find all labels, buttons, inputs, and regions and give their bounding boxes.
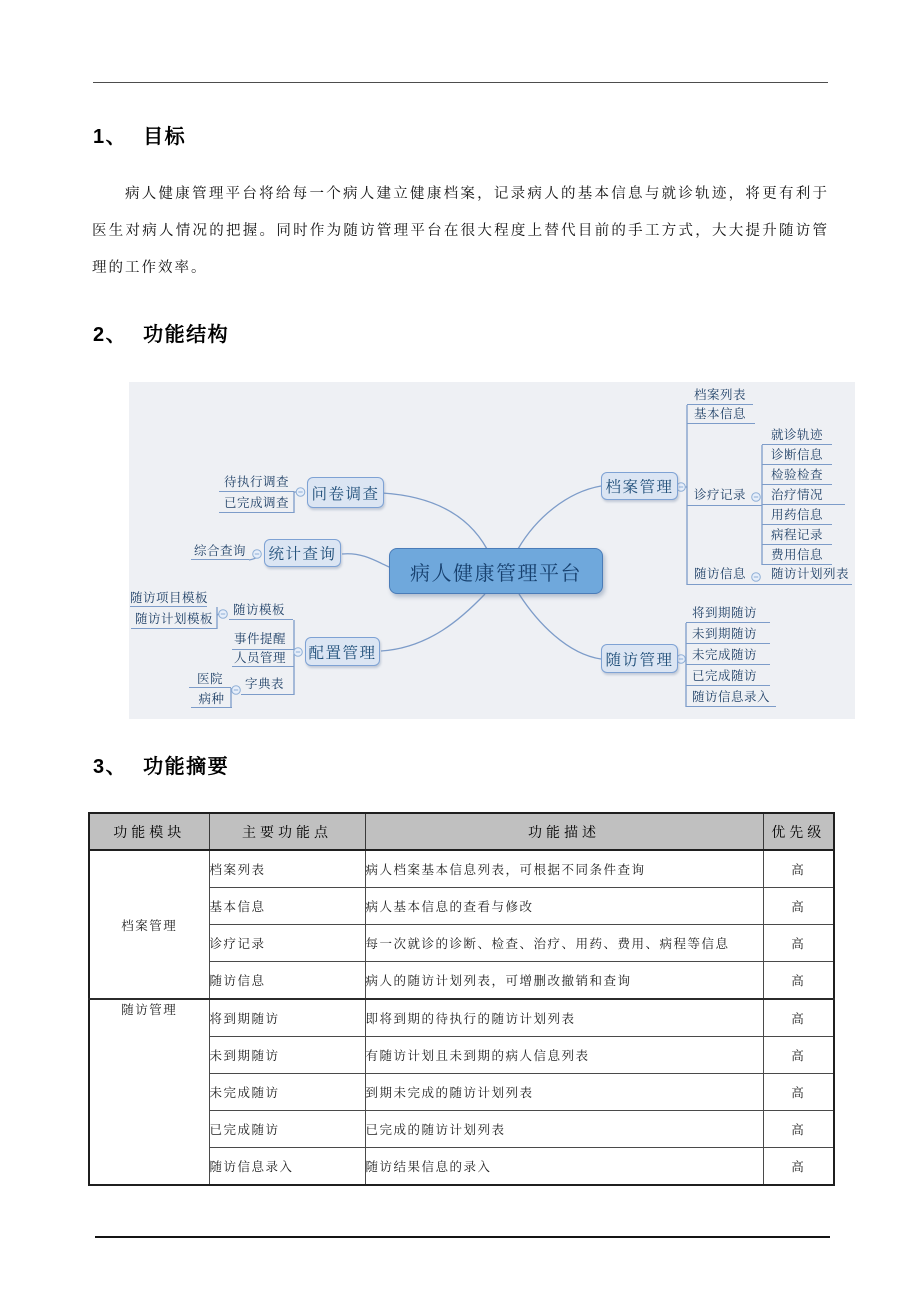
priority-cell: 高 — [763, 925, 834, 962]
col-header-desc: 功能描述 — [365, 813, 763, 850]
mindmap-node-hospital: 医院 — [189, 672, 231, 688]
mindmap-node-config: 配置管理 — [305, 637, 380, 666]
intro-paragraph: 病人健康管理平台将给每一个病人建立健康档案，记录病人的基本信息与就诊轨迹，将更有利于医生对病人情况的把握。同时作为随访管理平台在很大程度上替代目前的手工方式，大大提升随访管理的工作效率。 — [92, 186, 829, 276]
mindmap-node-followup-entry: 随访信息录入 — [686, 690, 776, 707]
mindmap-root-node: 病人健康管理平台 — [389, 548, 603, 594]
mindmap-node-due-soon: 将到期随访 — [686, 606, 770, 623]
desc-cell: 病人档案基本信息列表，可根据不同条件查询 — [365, 850, 763, 888]
mindmap-node-unfinished: 未完成随访 — [686, 648, 770, 665]
point-cell: 随访信息 — [209, 962, 365, 1000]
table-row — [89, 850, 834, 888]
curve-root-survey — [382, 493, 487, 549]
heading-3 — [93, 750, 229, 779]
desc-cell: 即将到期的待执行的随访计划列表 — [365, 999, 763, 1037]
point-cell: 基本信息 — [209, 888, 365, 925]
point-cell: 将到期随访 — [209, 999, 365, 1037]
mindmap-node-event-reminder: 事件提醒 — [232, 632, 294, 650]
heading-1-number: 1、 — [93, 126, 128, 148]
heading-3-title: 功能摘要 — [143, 756, 230, 778]
desc-cell: 随访结果信息的录入 — [365, 1148, 763, 1186]
col-header-module: 功能模块 — [89, 813, 209, 850]
mindmap-node-dictionary: 字典表 — [241, 677, 294, 695]
point-cell: 随访信息录入 — [209, 1148, 365, 1186]
mindmap-node-followup-plan-list: 随访计划列表 — [762, 567, 852, 585]
mindmap-node-finished-survey: 已完成调查 — [219, 496, 294, 513]
mindmap-node-course-record: 病程记录 — [762, 528, 832, 545]
heading-2-number: 2、 — [93, 324, 128, 346]
mindmap-node-staff-management: 人员管理 — [232, 651, 294, 667]
mindmap-node-archive: 档案管理 — [601, 472, 678, 500]
table-row — [89, 999, 834, 1037]
mindmap-node-treatment-record: 诊疗记录 — [687, 488, 762, 506]
priority-cell: 高 — [763, 888, 834, 925]
curve-root-stats — [342, 554, 391, 568]
header-rule — [93, 82, 828, 83]
footer-rule — [95, 1236, 830, 1238]
mindmap-node-followup-plan-template: 随访计划模板 — [131, 612, 217, 629]
curve-root-archive — [518, 486, 601, 549]
priority-cell: 高 — [763, 1148, 834, 1186]
curve-root-followup — [519, 594, 601, 659]
point-cell: 未到期随访 — [209, 1037, 365, 1074]
module-cell-archive: 档案管理 — [89, 850, 209, 999]
priority-cell: 高 — [763, 962, 834, 1000]
desc-cell: 有随访计划且未到期的病人信息列表 — [365, 1037, 763, 1074]
table-header-row — [89, 813, 834, 850]
heading-2 — [93, 318, 229, 347]
mindmap-node-visit-track: 就诊轨迹 — [762, 428, 832, 445]
desc-cell: 到期未完成的随访计划列表 — [365, 1074, 763, 1111]
module-cell-followup: 随访管理 — [89, 999, 209, 1185]
col-header-point: 主要功能点 — [209, 813, 365, 850]
mindmap-node-followup: 随访管理 — [601, 644, 678, 673]
heading-1 — [93, 120, 186, 149]
mindmap-node-followup-template: 随访模板 — [229, 603, 293, 620]
desc-cell: 每一次就诊的诊断、检查、治疗、用药、费用、病程等信息 — [365, 925, 763, 962]
priority-cell: 高 — [763, 999, 834, 1037]
priority-cell: 高 — [763, 1037, 834, 1074]
mindmap-node-disease: 病种 — [191, 692, 232, 708]
mindmap-node-not-due: 未到期随访 — [686, 627, 770, 644]
mindmap-node-basic-info: 基本信息 — [687, 407, 755, 424]
mindmap-node-pending-survey: 待执行调查 — [219, 475, 294, 492]
mindmap-node-treatment-status: 治疗情况 — [762, 488, 845, 505]
mindmap-node-archive-list: 档案列表 — [687, 388, 753, 405]
point-cell: 诊疗记录 — [209, 925, 365, 962]
desc-cell: 已完成的随访计划列表 — [365, 1111, 763, 1148]
point-cell: 档案列表 — [209, 850, 365, 888]
mindmap-node-medication-info: 用药信息 — [762, 508, 832, 525]
priority-cell: 高 — [763, 1111, 834, 1148]
heading-1-title: 目标 — [143, 126, 187, 148]
mindmap-node-diagnosis-info: 诊断信息 — [762, 448, 832, 465]
point-cell: 已完成随访 — [209, 1111, 365, 1148]
mindmap-node-lab-check: 检验检查 — [762, 468, 832, 485]
col-header-priority: 优先级 — [763, 813, 834, 850]
function-structure-mindmap — [129, 382, 855, 719]
desc-cell: 病人基本信息的查看与修改 — [365, 888, 763, 925]
priority-cell: 高 — [763, 1074, 834, 1111]
desc-cell: 病人的随访计划列表，可增删改撤销和查询 — [365, 962, 763, 1000]
priority-cell: 高 — [763, 850, 834, 888]
mindmap-node-finished: 已完成随访 — [686, 669, 770, 686]
mindmap-node-survey: 问卷调查 — [307, 477, 384, 508]
mindmap-node-stats: 统计查询 — [264, 539, 341, 567]
function-summary-table — [88, 812, 835, 1186]
heading-2-title: 功能结构 — [143, 324, 230, 346]
mindmap-node-followup-info: 随访信息 — [687, 567, 762, 585]
heading-3-number: 3、 — [93, 756, 128, 778]
curve-root-config — [381, 594, 485, 651]
point-cell: 未完成随访 — [209, 1074, 365, 1111]
mindmap-node-cost-info: 费用信息 — [762, 548, 832, 565]
mindmap-node-followup-item-template: 随访项目模板 — [130, 591, 209, 605]
mindmap-node-combined-query: 综合查询 — [191, 544, 249, 560]
